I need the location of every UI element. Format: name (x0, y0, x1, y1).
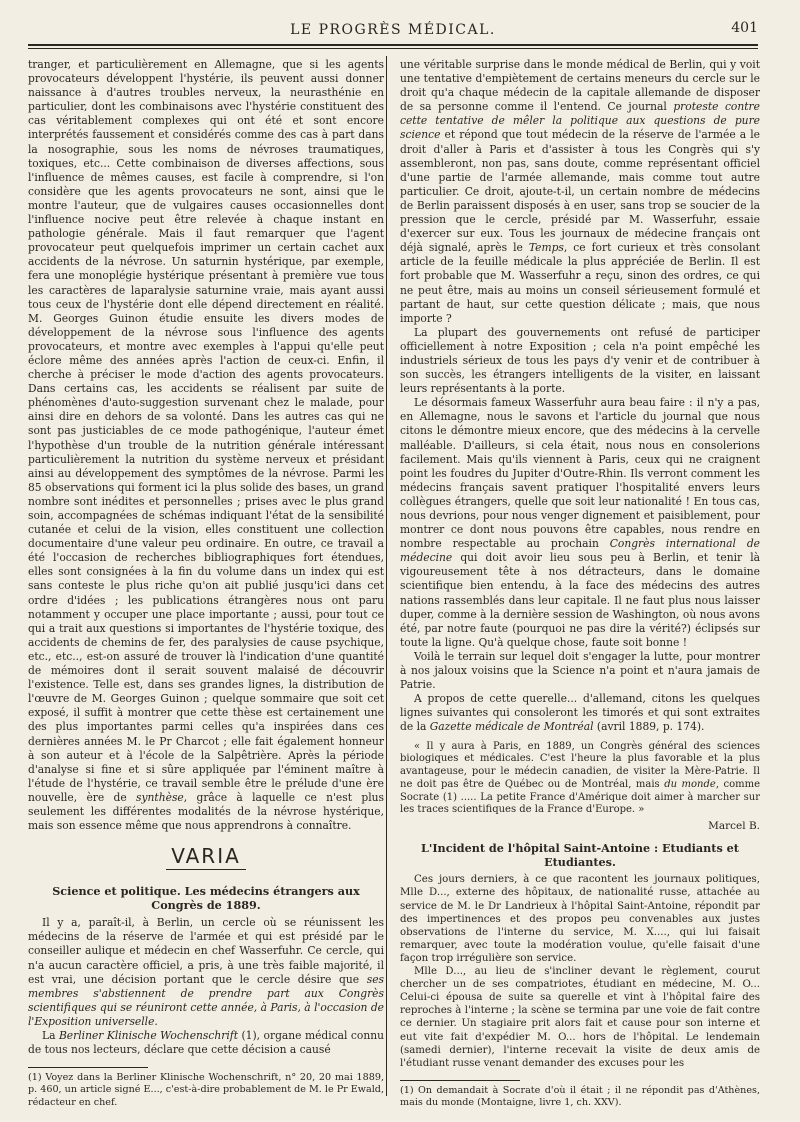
right-paragraph-5-b: (avril 1889, p. 174). (596, 720, 705, 734)
right-paragraph-3-b: qui doit avoir lieu sous peu à Berlin, et tenir là vigoureusement tête à nos détracteurs, dans le domaine scientifique bien entendu, à la face des médecins des autres nations rassemblés dans leur capitale. Il ne faut plus nous laisser duper, comme à la dernière session de Washington, où nous avons été, par notre faute (pourquoi ne pas dire la vérité?) éclipsés sur toute la ligne. Qu'à quelque chose, faute soit bonne ! (400, 551, 760, 649)
left-paragraph-1-text: tranger, et particulièrement en Allemagne, que si les agents provocateurs développent l'hystérie, ils peuvent aussi donner naissance à d'autres troubles nerveux, la neurasthénie en particulier, dont les combinaisons avec l'hystérie constituent des cas véritablement complexes qui ont été et sont encore interprétés faussement et considérés comme des cas à part dans la nosographie, sous les noms de névroses traumatiques, toxiques, etc... Cette combinaison de diverses affections, sous l'influence de mêmes causes, est facile à comprendre, si l'on considère que les agents provocateurs ne sont, ainsi que le montre l'auteur, que de vulgaires causes occasionnelles dont l'influence nocive peut être relevée à chaque instant en pathologie générale. Mais il faut remarquer que l'agent provocateur peut quelquefois imprimer un certain cachet aux accidents de la névrose. Un saturnin hystérique, par exemple, fera une monoplégie hystérique présentant à première vue tous les caractères de laparalysie saturnine vraie, mais ayant aussi tous ceux de l'hystérie dont elle dépend directement en réalité. M. Georges Guinon étudie ensuite les divers modes de développement de la névrose sous l'influence des agents provocateurs, et montre avec exemples à l'appui qu'elle peut éclore même des années après l'action de ceux-ci. Enfin, il cherche à préciser le mode d'action des agents provocateurs. Dans certains cas, les accidents se réalisent par suite de phénomènes d'auto-suggestion survenant chez le malade, pour ainsi dire en dehors de sa volonté. Dans les autres cas qui ne sont pas justiciables de ce mode pathogénique, l'auteur émet l'hypothèse d'un trouble de la nutrition générale intéressant particulièrement la nutrition du système nerveux et présidant ainsi au développement des symptômes de la névrose. Parmi les 85 observations qui forment ici la plus solide des bases, un grand nombre sont inédites et personnelles ; prises avec le plus grand soin, accompagnées de schémas indiquant l'état de la sensibilité cutanée et celui de la vision, elles constituent une collection documentaire d'une valeur peu ordinaire. En outre, ce travail a été l'occasion de recherches bibliographiques fort étendues, elles sont consignées à la fin du volume dans un index qui est sans conteste le plus riche qu'on ait publié jusqu'ici dans cet ordre d'idées ; les publications étrangères nous ont paru notamment y occuper une place importante ; aussi, pour tout ce qui a trait aux questions si importantes de l'hystérie toxique, des accidents de chemins de fer, des paralysies de cause psychique, etc., etc.., est-on assuré de trouver là l'indication d'une quantité de mémoires dont il serait souvent malaisé de découvrir l'existence. Telle est, dans ses grandes lignes, la distribution de l'œuvre de M. Georges Guinon ; quelque sommaire que soit cet exposé, il suffit à montrer que cette thèse est certainement une des plus importantes parmi celles qu'a inspirées dans ces dernières années M. le Pr Charcot ; elle fait également honneur à son auteur et à l'école de la Salpêtrière. Après la période d'analyse si fine et si sûre appliquée par l'éminent maître à l'étude de l'hystérie, ce travail semble être le prélude d'une ère nouvelle, ère de (28, 58, 384, 804)
running-title: LE PROGRÈS MÉDICAL. (290, 22, 496, 38)
synthese-italic: synthèse (136, 790, 184, 804)
left-column (28, 58, 384, 1109)
left-paragraph-2-text: Il y a, paraît-il, à Berlin, un cercle où se réunissent les médecins de la réserve de l'armée et qui est présidé par le conseiller aulique et médecin en chef Wasserfuhr. Ce cercle, qui n'a aucun caractère officiel, a pris, à une très faible majorité, il est vrai, une décision portant que le cercle désire que (28, 916, 384, 986)
right-paragraph-3 (400, 396, 760, 650)
right-paragraph-1-c: , ce fort curieux et très consolant article de la feuille médicale la plus appréciée de Berlin. Il est fort probable que M. Wasserfuhr a reçu, sinon des ordres, ce qui ne peut être, mais au moins un conseil sérieusement formulé et partant de haut, sur cette question délicate ; mais, que nous importe ? (400, 241, 760, 325)
gazette-italic: Gazette médicale de Montréal (429, 720, 594, 734)
right-paragraph-5-a: A propos de cette querelle... d'allemand, citons les quelques lignes suivantes qui consoleront les timorés et qui sont extraites de la (400, 692, 760, 734)
left-footnote: (1) Voyez dans la Berliner Klinische Wochenschrift, n° 20, 20 mai 1889, p. 460, un article signé E..., c'est-à-dire probablement de M. le Pr Ewald, rédacteur en chef. (28, 1072, 384, 1108)
right-paragraph-1-italic: proteste contre cette tentative de mêler la politique aux questions de pure science (400, 100, 760, 142)
quote-italic: du monde (664, 778, 716, 790)
right-paragraph-1-b: et répond que tout médecin de la réserve de l'armée a le droit d'aller à Paris et d'assister à tous les Congrès qui s'y assembleront, non pas, sans doute, comme représentant officiel d'une partie de l'armée allemande, mais comme tout autre particulier. Ce droit, ajoute-t-il, un certain nombre de médecins de Berlin paraissent disposés à en user, sans trop se soucier de la pression que le cercle, présidé par M. Wasserfuhr, essaie d'exercer sur eux. Tous les journaux de médecine français ont déjà signalé, après le (400, 128, 760, 255)
quote-a: « Il y aura à Paris, en 1889, un Congrès général des sciences biologiques et médicales. C'est l'heure la plus favorable et la plus avantageuse, pour le médecin canadien, de visiter la Mère-Patrie. Il ne doit pas être de Québec ou de Montréal, mais (400, 740, 760, 790)
article-title: Science et politique. Les médecins étrangers aux Congrès de 1889. (52, 884, 360, 913)
page-header (28, 18, 758, 40)
page-number: 401 (731, 20, 758, 36)
temps-italic: Temps (528, 241, 564, 255)
left-paragraph-3 (28, 1029, 384, 1057)
right-paragraph-5 (400, 692, 760, 734)
left-paragraph-3-start: La (42, 1029, 56, 1042)
varia-rule (166, 869, 246, 870)
left-paragraph-1-end: , grâce à laquelle ce n'est plus seulement les différentes modalités de la névrose hystérique, mais son essence même que nous apprendrons à connaître. (28, 790, 384, 833)
left-paragraph-2-italic: ses membres s'abstiennent de prendre part aux Congrès scientifiques qui se réuniront cette année, à Paris, à l'occasion de l'Exposition universelle. (28, 972, 384, 1028)
left-paragraph-3-end: (1), organe médical connu de tous nos lecteurs, déclare que cette décision a causé (28, 1029, 384, 1057)
montreal-quote (400, 741, 760, 818)
right-paragraph-1 (400, 58, 760, 326)
journal-name-italic: Berliner Klinische Wochenschrift (58, 1029, 239, 1042)
column-divider (386, 56, 387, 1096)
right-paragraph-4: Voilà le terrain sur lequel doit s'engager la lutte, pour montrer à nos jaloux voisins que la Science n'a point et n'aura jamais de Patrie. (400, 649, 760, 692)
right-footnote: (1) On demandait à Socrate d'où il était ; il ne répondit pas d'Athènes, mais du monde (Montaigne, livre 1, ch. XXV). (400, 1084, 760, 1108)
header-rule-thin (28, 48, 758, 49)
header-rule (28, 44, 758, 46)
right-paragraph-6: Ces jours derniers, à ce que racontent les journaux politiques, Mlle D..., externe des hôpitaux, de nationalité russe, attachée au service de M. le Dr Landrieux à l'hôpital Saint-Antoine, répondit par des impertinences et des propos peu convenables aux justes observations de l'interne du service, M. X...., qui lui faisait remarquer, avec toute la modération voulue, qu'elle faisait d'une façon trop irrégulière son service. (400, 874, 760, 964)
right-column (400, 58, 760, 1109)
left-paragraph-1 (28, 58, 384, 833)
right-paragraph-2: La plupart des gouvernements ont refusé de participer officiellement à notre Exposition ; cela n'a point empêché les industriels sérieux de tous les pays d'y venir et de contribuer à son succès, les étrangers intelligents de la visiter, en laissant leurs représentants à la porte. (400, 325, 760, 396)
quote-b: , comme Socrate (1) ..... La petite France d'Amérique doit aimer à marcher sur les traces scientifiques de la France d'Europe. » (400, 778, 760, 816)
congres-italic: Congrès international de médecine (400, 537, 760, 565)
incident-title: L'Incident de l'hôpital Saint-Antoine : Etudiants et Etudiantes. (421, 841, 739, 870)
right-paragraph-7: Mlle D..., au lieu de s'incliner devant le règlement, courut chercher un de ses compatriotes, étudiant en médecine, M. O... Celui-ci épousa de suite sa querelle et vint à l'hôpital faire des reproches à l'interne ; la scène se termina par une voie de fait contre ce dernier. Un stagiaire prit alors fait et cause pour son interne et eut vite fait d'expédier M. O... hors de l'hôpital. Le lendemain (samedi dernier), l'interne recevait la visite de deux amis de l'étudiant russe venant demander des excuses pour les (400, 966, 760, 1069)
varia-heading: VARIA (171, 844, 241, 869)
right-paragraph-3-a: Le désormais fameux Wasserfuhr aura beau faire : il n'y a pas, en Allemagne, nous le savons et l'article du journal que nous citons le démontre mieux encore, que des médecins à la cervelle malléable. D'ailleurs, si cela était, nous nous en consolerions facilement. Mais qu'ils viennent à Paris, ceux qui ne craignent point les foudres du Jupiter d'Outre-Rhin. Ils verront comment les médecins français savent pratiquer l'hospitalité envers leurs collègues étrangers, quelle que soit leur nationalité ! En tous cas, nous devrions, pour nous venger dignement et paisiblement, pour montrer ce dont nous pouvons être capables, nous rendre en nombre respectable au prochain (400, 396, 760, 551)
left-paragraph-2 (28, 916, 384, 1029)
signature: Marcel B. (708, 820, 760, 833)
right-paragraph-1-a: une véritable surprise dans le monde médical de Berlin, qui y voit une tentative d'empiètement de certains meneurs du cercle sur le droit qu'a chaque médecin de la capitale allemande de disposer de sa personne comme il l'entend. Ce journal (400, 58, 760, 114)
right-footnote-rule (400, 1080, 520, 1081)
left-footnote-rule (28, 1067, 148, 1068)
